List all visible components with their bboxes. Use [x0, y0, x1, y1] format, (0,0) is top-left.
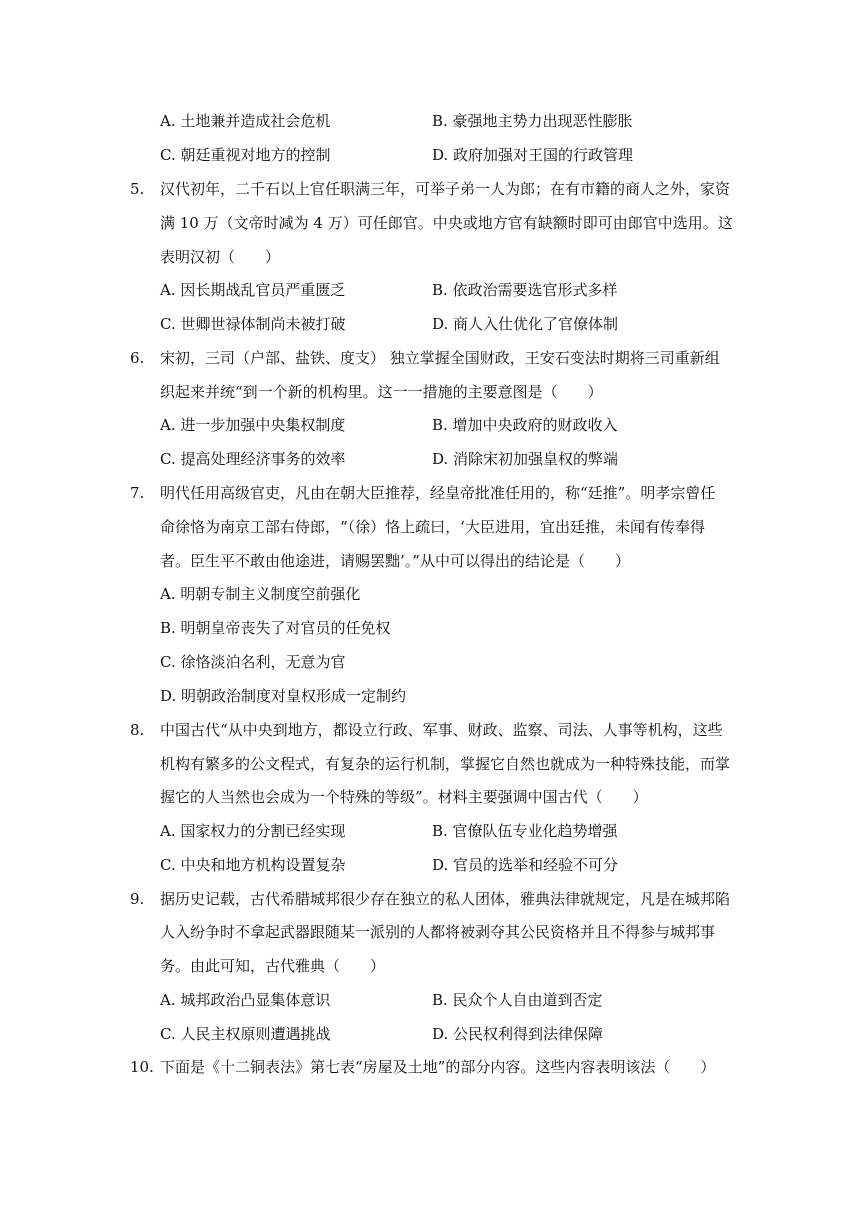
q5-option-b[interactable]: B. 依政治需要选官形式多样	[432, 281, 618, 299]
question-number: 5.	[130, 180, 145, 198]
question-stem-line: 中国古代“从中央到地方，都设立行政、军事、财政、监察、司法、人事等机构，这些	[160, 721, 723, 739]
question-stem-line: 据历史记载，古代希腊城邦很少存在独立的私人团体，雅典法律就规定，凡是在城邦陷	[160, 890, 731, 908]
question-number: 10.	[130, 1058, 154, 1076]
question-number: 8.	[130, 721, 145, 739]
q9-option-d[interactable]: D. 公民权利得到法律保障	[432, 1025, 604, 1043]
option-text: B. 豪强地主势力出现恶性膨胀	[432, 112, 633, 130]
question-stem-line: 表明汉初（ ）	[160, 248, 281, 266]
q7-option-b[interactable]: B. 明朝皇帝丧失了对官员的任免权	[160, 619, 391, 637]
q4-option-a[interactable]	[160, 111, 330, 131]
q5-option-d[interactable]: D. 商人入仕优化了官僚体制	[432, 315, 619, 333]
q8-option-c[interactable]: C. 中央和地方机构设置复杂	[160, 856, 346, 874]
question-stem-line: 命徐恪为南京工部右侍郎，“（徐）恪上疏曰，‘大臣进用，宜出廷推，未闻有传奉得	[160, 518, 705, 536]
q9-option-b[interactable]: B. 民众个人自由道到否定	[432, 991, 603, 1009]
q4-option-b[interactable]	[432, 111, 633, 131]
option-text: A. 土地兼并造成社会危机	[160, 112, 331, 130]
q5-option-c[interactable]: C. 世卿世禄体制尚未被打破	[160, 315, 346, 333]
option-text: C. 朝廷重视对地方的控制	[160, 146, 331, 164]
q4-option-c[interactable]	[160, 145, 330, 165]
question-stem-line: 织起来并统“到一个新的机构里。这一一措施的主要意图是（ ）	[160, 383, 603, 401]
q4-option-d[interactable]	[432, 145, 633, 165]
q6-option-b[interactable]: B. 增加中央政府的财政收入	[432, 416, 618, 434]
q5-option-a[interactable]: A. 因长期战乱官员严重匮乏	[160, 281, 346, 299]
q9-option-c[interactable]: C. 人民主权原则遭遇挑战	[160, 1025, 331, 1043]
question-stem-line: 者。臣生平不敢由他途进，请赐罢黜’。”从中可以得出的结论是（ ）	[160, 552, 630, 570]
q7-option-c[interactable]: C. 徐恪淡泊名利，无意为官	[160, 653, 346, 671]
question-number: 6.	[130, 349, 145, 367]
question-stem-line: 宋初，三司（户部、盐铁、度支） 独立掌握全国财政，王安石变法时期将三司重新组	[160, 349, 720, 367]
q8-option-a[interactable]: A. 国家权力的分割已经实现	[160, 822, 346, 840]
question-stem-line: 务。由此可知，古代雅典（ ）	[160, 957, 386, 975]
q6-option-d[interactable]: D. 消除宋初加强皇权的弊端	[432, 450, 619, 468]
q7-option-d[interactable]: D. 明朝政治制度对皇权形成一定制约	[160, 687, 407, 705]
q6-option-c[interactable]: C. 提高处理经济事务的效率	[160, 450, 346, 468]
question-number: 9.	[130, 890, 145, 908]
question-stem-line: 明代任用高级官吏，凡由在朝大臣推荐，经皇帝批准任用的，称“廷推”。明孝宗曾任	[160, 484, 716, 502]
q8-option-d[interactable]: D. 官员的选举和经验不可分	[432, 856, 619, 874]
q6-option-a[interactable]: A. 进一步加强中央集权制度	[160, 416, 346, 434]
q7-option-a[interactable]: A. 明朝专制主义制度空前强化	[160, 585, 361, 603]
question-stem-line: 下面是《十二铜表法》第七表“房屋及土地”的部分内容。这些内容表明该法（ ）	[160, 1058, 716, 1076]
option-text: D. 政府加强对王国的行政管理	[432, 146, 634, 164]
question-number: 7.	[130, 484, 145, 502]
question-stem-line: 机构有繁多的公文程式，有复杂的运行机制，掌握它自然也就成为一种特殊技能，而掌	[160, 755, 731, 773]
q9-option-a[interactable]: A. 城邦政治凸显集体意识	[160, 991, 331, 1009]
q8-option-b[interactable]: B. 官僚队伍专业化趋势增强	[432, 822, 618, 840]
question-stem-line: 人入纷争时不拿起武器跟随某一派别的人都将被剥夺其公民资格并且不得参与城邦事	[160, 923, 716, 941]
question-stem-line: 汉代初年，二千石以上官任职满三年，可举子弟一人为郎；在有市籍的商人之外，家资	[160, 180, 731, 198]
question-stem-line: 握它的人当然也会成为一个特殊的等级”。材料主要强调中国古代（ ）	[160, 788, 648, 806]
question-stem-line: 满 10 万（文帝时减为 4 万）可任郎官。中央或地方官有缺额时即可由郎官中选用。这	[160, 214, 733, 232]
